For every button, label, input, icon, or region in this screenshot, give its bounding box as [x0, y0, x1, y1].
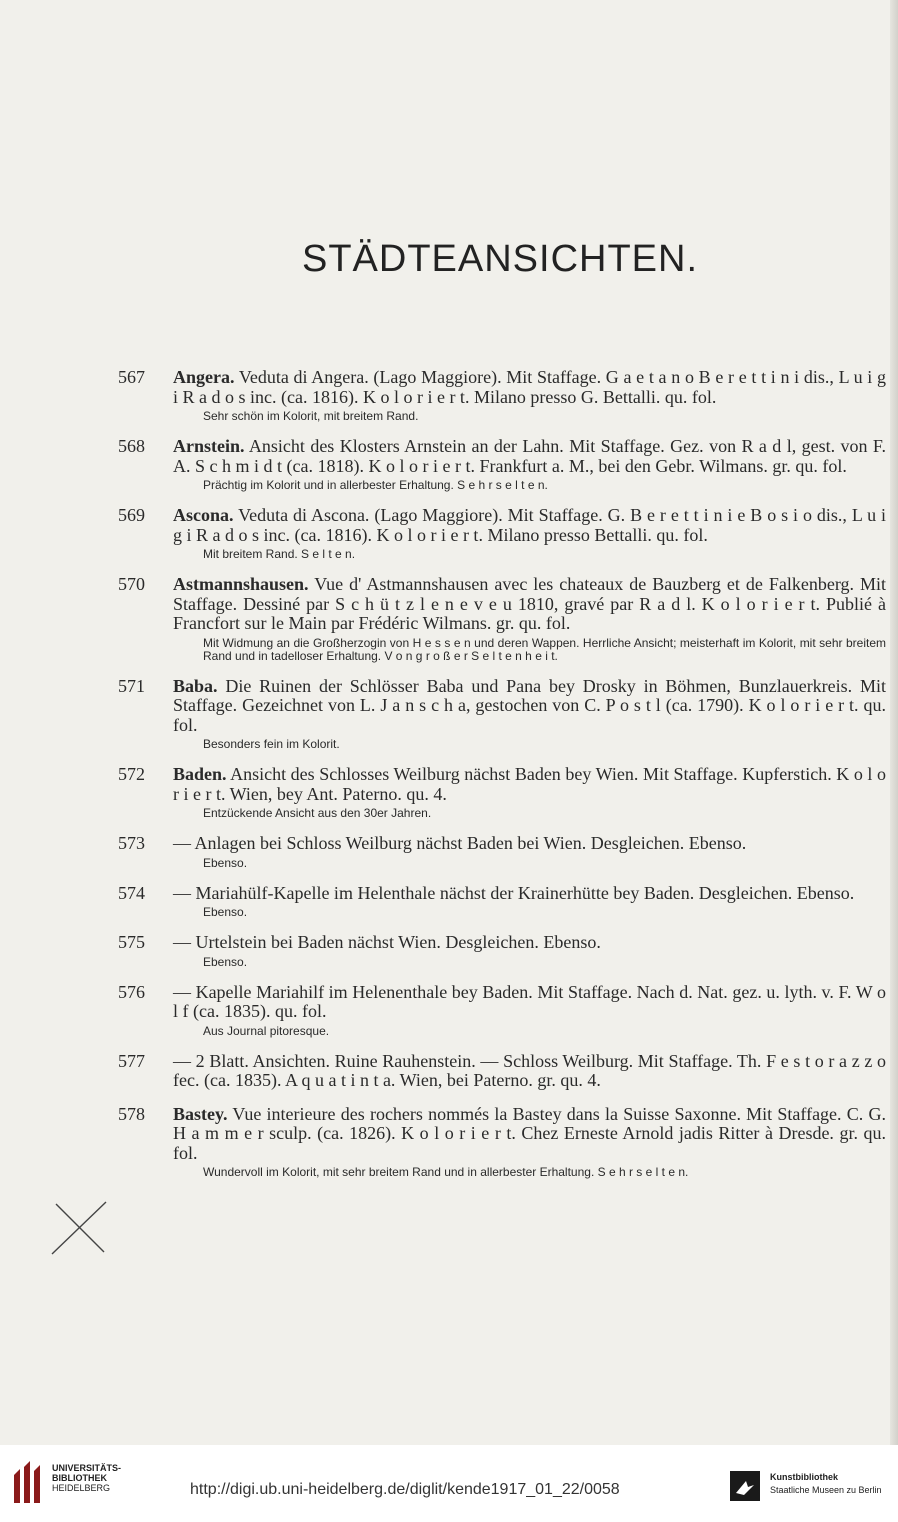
- entry-heading: Astmannshausen.: [173, 574, 309, 594]
- entry-description: Ansicht des Schlosses Weilburg nächst Baden bey Wien. Mit Staffage. Kupferstich. K o l o r i e r t. Wien, bey Ant. Paterno. qu. 4.: [173, 764, 886, 804]
- entry-text: [173, 884, 886, 904]
- catalog-entry: [118, 437, 886, 492]
- catalog-entry: [118, 506, 886, 561]
- entry-heading: Bastey.: [173, 1103, 228, 1124]
- catalog-entry: [118, 834, 886, 870]
- entry-text: [173, 437, 886, 476]
- entry-note: Mit Widmung an die Großherzogin von H e s s e n und deren Wappen. Herrliche Ansicht; meisterhaft im Kolorit, mit sehr breitem Rand und in tadelloser Erhaltung. V o n g r o ß e r S e l t e n h e i t.: [203, 635, 886, 663]
- kunstbibliothek-name: [770, 1471, 882, 1497]
- catalog-entry: [118, 884, 886, 920]
- entry-note: Ebenso.: [203, 905, 248, 919]
- kb-line-2: Staatliche Museen zu Berlin: [770, 1485, 882, 1495]
- catalog-entry: [118, 1052, 886, 1091]
- entry-note: Ebenso.: [203, 855, 248, 870]
- entry-text: [173, 983, 886, 1022]
- entry-number: 567: [118, 367, 145, 387]
- entry-description: Veduta di Angera. (Lago Maggiore). Mit Staffage. G a e t a n o B e r e t t i n i dis., L u i g i R a d o s inc. (ca. 1816). K o l o r i e r t. Milano presso G. Bettalli. qu. fol.: [173, 367, 886, 407]
- entry-text: [173, 677, 886, 736]
- entry-number: 569: [118, 505, 145, 525]
- entry-text: [173, 1052, 886, 1091]
- page-edge: [890, 0, 898, 1445]
- ub-line-1: UNIVERSITÄTS-: [52, 1463, 122, 1473]
- ub-line-3: HEIDELBERG: [52, 1483, 111, 1493]
- entry-note: Besonders fein im Kolorit.: [203, 737, 340, 751]
- entry-number: 570: [118, 574, 145, 594]
- footer-bar: [0, 1445, 898, 1522]
- entry-text: [173, 765, 886, 804]
- entry-number: 575: [118, 932, 145, 952]
- entry-heading: Ascona.: [173, 505, 234, 525]
- ub-heidelberg-logo-icon: [10, 1459, 46, 1507]
- catalog-entries: [118, 368, 886, 1193]
- permalink-url[interactable]: http://digi.ub.uni-heidelberg.de/diglit/kende1917_01_22/0058: [190, 1481, 620, 1498]
- entry-heading: Angera.: [173, 367, 235, 387]
- entry-text: [173, 933, 886, 953]
- page-title: STÄDTEANSICHTEN.: [301, 238, 699, 280]
- entry-number: 568: [118, 436, 145, 456]
- entry-description: — Anlagen bei Schloss Weilburg nächst Baden bei Wien. Desgleichen. Ebenso.: [173, 833, 747, 853]
- entry-note: Sehr schön im Kolorit, mit breitem Rand.: [203, 409, 419, 423]
- entry-note: Prächtig im Kolorit und in allerbester Erhaltung. S e h r s e l t e n.: [203, 478, 548, 492]
- entry-description: — Mariahülf-Kapelle im Helenthale nächst der Krainerhütte bey Baden. Desgleichen. Ebenso.: [173, 882, 855, 903]
- entry-text: [173, 506, 886, 545]
- entry-number: 577: [118, 1050, 145, 1071]
- catalog-entry: [118, 983, 886, 1038]
- entry-number: 574: [118, 882, 145, 903]
- entry-description: Vue d' Astmannshausen avec les chateaux de Bauzberg et de Falkenberg. Mit Staffage. Dessiné par S c h ü t z l e n e v e u 1810, gravé par R a d l. K o l o r i e r t. Publié à Francfort sur le Main par Frédéric Wilmans. gr. qu. fol.: [173, 574, 886, 633]
- catalog-entry: [118, 575, 886, 663]
- catalog-entry: [118, 933, 886, 969]
- entry-description: Ansicht des Klosters Arnstein an der Lahn. Mit Staffage. Gez. von R a d l, gest. von F. A. S c h m i d t (ca. 1818). K o l o r i e r t. Frankfurt a. M., bei den Gebr. Wilmans. gr. qu. fol.: [173, 436, 886, 476]
- handwritten-cross-mark: [48, 1200, 112, 1256]
- entry-note: Aus Journal pitoresque.: [203, 1023, 330, 1038]
- entry-description: — 2 Blatt. Ansichten. Ruine Rauhenstein. — Schloss Weilburg. Mit Staffage. Th. F e s t o r a z z o fec. (ca. 1835). A q u a t i n t a. Wien, bei Paterno. gr. qu. 4.: [173, 1050, 886, 1090]
- entry-note: Entzückende Ansicht aus den 30er Jahren.: [203, 806, 432, 820]
- entry-description: Vue interieure des rochers nommés la Bastey dans la Suisse Saxonne. Mit Staffage. C. G. H a m m e r sculp. (ca. 1826). K o l o r i e r t. Chez Erneste Arnold jadis Ritter à Dresde. gr. qu. fol.: [173, 1103, 886, 1163]
- catalog-entry: [118, 1105, 886, 1180]
- entry-note: Ebenso.: [203, 954, 248, 969]
- ub-heidelberg-name: [52, 1463, 121, 1493]
- entry-note: Mit breitem Rand. S e l t e n.: [203, 547, 356, 561]
- entry-number: 578: [118, 1103, 145, 1124]
- entry-text: [173, 575, 886, 634]
- entry-heading: Baba.: [173, 675, 218, 696]
- entry-number: 573: [118, 833, 145, 853]
- entry-description: Die Ruinen der Schlösser Baba und Pana bey Drosky in Böhmen, Bunzlauerkreis. Mit Staffage. Gezeichnet von L. J a n s c h a, gestochen von C. P o s t l (ca. 1790). K o l o r i e r t. qu. fol.: [173, 675, 886, 735]
- catalog-entry: [118, 765, 886, 820]
- kb-line-1: Kunstbibliothek: [770, 1472, 838, 1482]
- ub-line-2: BIBLIOTHEK: [52, 1473, 107, 1483]
- entry-description: Veduta di Ascona. (Lago Maggiore). Mit Staffage. G. B e r e t t i n i e B o s i o dis., L u i g i R a d o s inc. (ca. 1816). K o l o r i e r t. Milano presso Bettalli. qu. fol.: [173, 505, 886, 545]
- entry-text: [173, 834, 886, 854]
- entry-description: — Kapelle Mariahilf im Helenenthale bey Baden. Mit Staffage. Nach d. Nat. gez. u. lyth. v. F. W o l f (ca. 1835). qu. fol.: [173, 981, 886, 1021]
- entry-description: — Urtelstein bei Baden nächst Wien. Desgleichen. Ebenso.: [173, 932, 601, 952]
- catalog-entry: [118, 677, 886, 752]
- entry-text: [173, 368, 886, 407]
- entry-number: 576: [118, 981, 145, 1002]
- entry-heading: Arnstein.: [173, 436, 245, 456]
- entry-number: 572: [118, 764, 145, 784]
- entry-note: Wundervoll im Kolorit, mit sehr breitem Rand und in allerbester Erhaltung. S e h r s e l t e n.: [203, 1165, 689, 1179]
- entry-number: 571: [118, 675, 145, 696]
- entry-text: [173, 1105, 886, 1164]
- entry-heading: Baden.: [173, 764, 227, 784]
- kunstbibliothek-logo-icon: [730, 1471, 760, 1501]
- catalog-entry: [118, 368, 886, 423]
